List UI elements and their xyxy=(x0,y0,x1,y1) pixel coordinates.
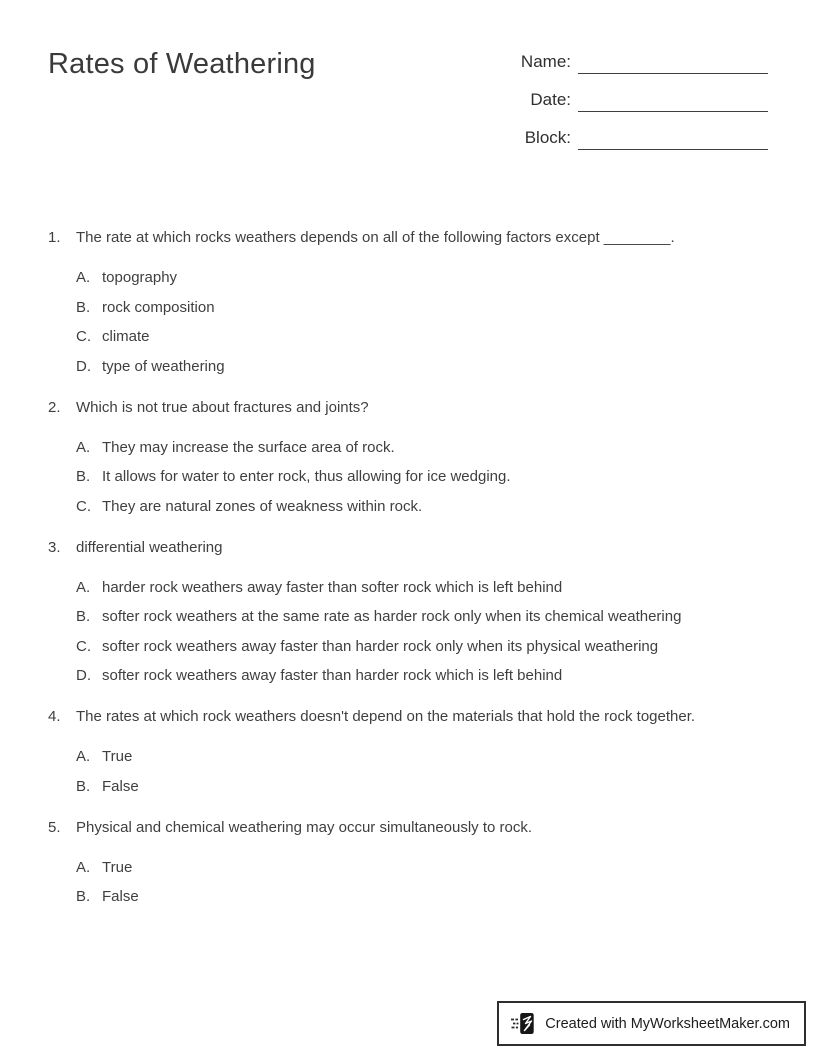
option-row xyxy=(48,747,776,767)
badge-text: Created with MyWorksheetMaker.com xyxy=(545,1015,790,1032)
question-1-row xyxy=(48,228,776,248)
name-blank-line xyxy=(578,68,768,74)
question-1-options xyxy=(48,268,776,377)
question-3-options xyxy=(48,578,776,687)
option-row xyxy=(48,497,776,517)
option-letter: A. xyxy=(76,438,91,456)
option-row xyxy=(48,777,776,797)
option-letter: B. xyxy=(76,608,91,625)
option-letter: A. xyxy=(76,578,91,596)
option-letter: B. xyxy=(76,888,91,905)
option-row xyxy=(48,858,776,878)
option-text: harder rock weathers away faster than softer rock which is left behind xyxy=(102,578,563,596)
option-row xyxy=(48,887,776,907)
question-4-row xyxy=(48,707,776,727)
option-text: True xyxy=(102,748,133,765)
question-2 xyxy=(48,398,776,517)
question-text: Which is not true about fractures and joints? xyxy=(76,398,369,416)
option-row xyxy=(48,357,776,377)
option-row xyxy=(48,666,776,686)
worksheet-maker-badge[interactable] xyxy=(497,1001,806,1046)
option-letter: A. xyxy=(76,748,91,765)
option-text: rock composition xyxy=(102,298,215,316)
option-row xyxy=(48,298,776,318)
question-text: Physical and chemical weathering may occur simultaneously to rock. xyxy=(76,818,533,836)
name-field-row xyxy=(508,48,768,74)
question-number: 3. xyxy=(48,538,61,556)
option-row xyxy=(48,607,776,627)
question-number: 5. xyxy=(48,818,61,836)
option-text: type of weathering xyxy=(102,357,225,375)
option-row xyxy=(48,268,776,288)
question-5-row xyxy=(48,818,776,838)
question-5-options xyxy=(48,858,776,908)
date-label: Date: xyxy=(530,90,571,109)
option-row xyxy=(48,467,776,487)
option-letter: A. xyxy=(76,269,91,286)
option-letter: A. xyxy=(76,858,91,876)
page-title: Rates of Weathering xyxy=(48,48,316,80)
question-1 xyxy=(48,228,776,377)
question-4 xyxy=(48,707,776,797)
option-text: They may increase the surface area of rock. xyxy=(102,438,395,456)
date-blank-line xyxy=(578,106,768,112)
option-text: climate xyxy=(102,328,150,345)
question-4-options xyxy=(48,747,776,797)
question-5 xyxy=(48,818,776,908)
option-letter: D. xyxy=(76,357,91,375)
date-field-row xyxy=(508,86,768,112)
option-letter: C. xyxy=(76,497,91,515)
option-text: topography xyxy=(102,269,178,286)
question-text: The rate at which rocks weathers depends on all of the following factors except ________. xyxy=(76,229,675,246)
option-text: They are natural zones of weakness within rock. xyxy=(102,497,423,515)
option-letter: B. xyxy=(76,298,91,316)
question-text: differential weathering xyxy=(76,538,223,556)
option-row xyxy=(48,327,776,347)
question-number: 4. xyxy=(48,708,61,725)
question-3-row xyxy=(48,538,776,558)
question-number: 2. xyxy=(48,398,61,416)
option-text: True xyxy=(102,858,133,876)
question-number: 1. xyxy=(48,229,61,246)
question-text: The rates at which rock weathers doesn't depend on the materials that hold the rock together. xyxy=(76,708,696,725)
option-letter: D. xyxy=(76,667,91,684)
option-text: False xyxy=(102,777,139,795)
option-letter: C. xyxy=(76,328,91,345)
question-2-row xyxy=(48,398,776,418)
block-field-row xyxy=(508,124,768,150)
question-2-options xyxy=(48,438,776,517)
worksheet-maker-logo-icon xyxy=(511,1010,536,1037)
option-row xyxy=(48,438,776,458)
student-info-fields xyxy=(508,48,768,162)
block-label: Block: xyxy=(524,128,571,147)
option-text: It allows for water to enter rock, thus allowing for ice wedging. xyxy=(102,468,511,485)
option-text: softer rock weathers at the same rate as harder rock only when its chemical weathering xyxy=(102,608,682,625)
option-text: False xyxy=(102,888,139,905)
option-row xyxy=(48,578,776,598)
option-text: softer rock weathers away faster than harder rock which is left behind xyxy=(102,667,563,684)
option-text: softer rock weathers away faster than harder rock only when its physical weathering xyxy=(102,637,659,655)
question-3 xyxy=(48,538,776,687)
question-list xyxy=(48,228,776,928)
option-letter: B. xyxy=(76,468,91,485)
name-label: Name: xyxy=(520,52,571,71)
option-letter: B. xyxy=(76,777,91,795)
option-letter: C. xyxy=(76,637,91,655)
option-row xyxy=(48,637,776,657)
block-blank-line xyxy=(578,144,768,150)
